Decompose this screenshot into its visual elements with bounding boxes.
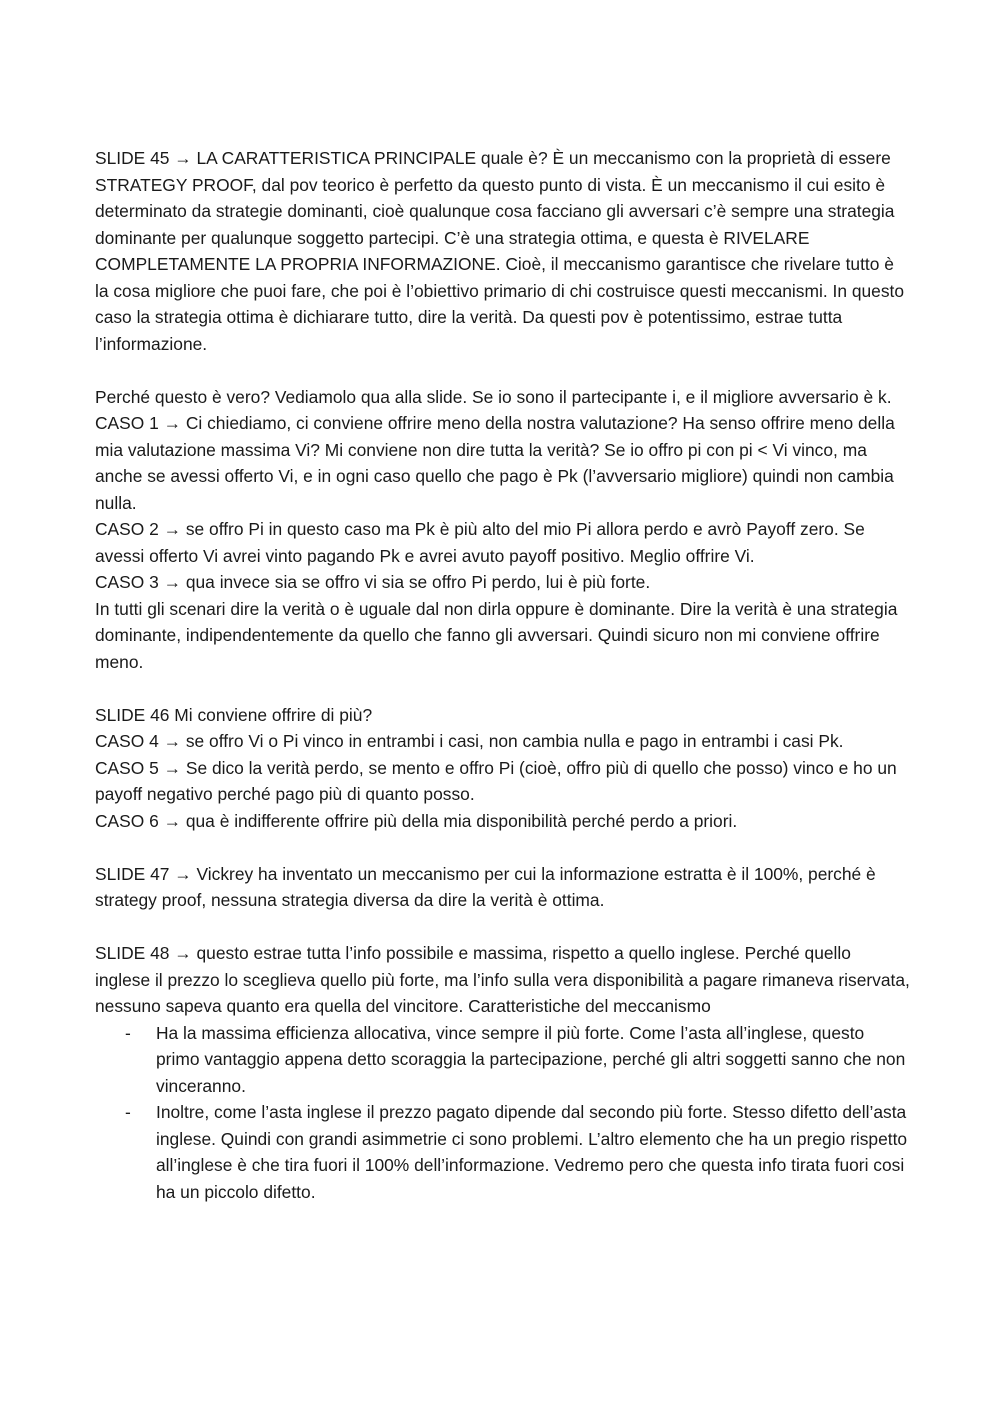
bullet-text: Ha la massima efficienza allocativa, vince sempre il più forte. Come l’asta all’inglese, questo primo vantaggio appena detto scoraggia la partecipazione, perché gli altri soggetti sanno che non vinceranno.: [156, 1022, 906, 1096]
paragraph-caso-2: CASO 2 → se offro Pi in questo caso ma Pk è più alto del mio Pi allora perdo e avrò Payoff zero. Se avessi offerto Vi avrei vinto pagando Pk e avrei avuto payoff positivo. Meglio offrire Vi.: [95, 519, 865, 566]
paragraph-spacer: [95, 834, 910, 861]
paragraph-summary: In tutti gli scenari dire la verità o è uguale dal non dirla oppure è dominante. Dire la verità è una strategia dominante, indipendentemente da quello che fanno gli avversari. Quindi sicuro non mi conviene offrire meno.: [95, 598, 898, 672]
paragraph-caso-3: CASO 3 → qua invece sia se offro vi sia se offro Pi perdo, lui è più forte.: [95, 572, 651, 592]
paragraph-caso-4: CASO 4 → se offro Vi o Pi vinco in entrambi i casi, non cambia nulla e pago in entrambi i casi Pk.: [95, 731, 844, 751]
paragraph-caso-5: CASO 5 → Se dico la verità perdo, se mento e offro Pi (cioè, offro più di quello che posso) vinco e ho un payoff negativo perché pago più di quanto posso.: [95, 757, 897, 804]
paragraph-caso-6: CASO 6 → qua è indifferente offrire più della mia disponibilità perché perdo a priori.: [95, 810, 738, 831]
paragraph-slide-46: SLIDE 46 Mi conviene offrire di più?: [95, 704, 373, 725]
paragraph-spacer: [95, 357, 910, 384]
bullet-marker: -: [125, 1102, 131, 1122]
paragraph-slide-47: SLIDE 47 → Vickrey ha inventato un meccanismo per cui la informazione estratta è il 100%, perché è strategy proof, nessuna strategia diversa da dire la verità è ottima.: [95, 863, 876, 910]
list-item: [95, 1099, 910, 1205]
paragraph-spacer: [95, 675, 910, 702]
paragraph-slide-48: SLIDE 48 → questo estrae tutta l’info possibile e massima, rispetto a quello inglese. Perché quello inglese il prezzo lo sceglieva quello più forte, ma l’info sulla vera disponibilità a pagare rimaneva riservata, nessuno sapeva quanto era quella del vincitore. Caratteristiche del meccanismo: [95, 943, 910, 1016]
paragraph-caso-1: CASO 1 → Ci chiediamo, ci conviene offrire meno della nostra valutazione? Ha senso offrire meno della mia valutazione massima Vi? Mi conviene non dire tutta la verità? Se io offro pi con pi < Vi vinco, ma anche se avessi offerto Vi, e in ogni caso quello che pago è Pk (l’avversario migliore) quindi non cambia nulla.: [95, 413, 895, 513]
bullet-text: Inoltre, come l’asta inglese il prezzo pagato dipende dal secondo più forte. Stesso difetto dell’asta inglese. Quindi con grandi asimmetrie ci sono problemi. L’altro elemento che ha un pregio rispetto all’inglese è che tira fuori il 100% dell’informazione. Vedremo pero che questa info tirata fuori cosi ha un piccolo difetto.: [156, 1102, 908, 1202]
document-page: [95, 145, 910, 1205]
bullet-list: [95, 1020, 910, 1206]
paragraph-slide-45: SLIDE 45 → LA CARATTERISTICA PRINCIPALE quale è? È un meccanismo con la proprietà di essere STRATEGY PROOF, dal pov teorico è perfetto da questo punto di vista. È un meccanismo il cui esito è determinato da strategie dominanti, cioè qualunque cosa facciano gli avversari c’è sempre una strategia dominante per qualunque soggetto partecipi. C’è una strategia ottima, e questa è RIVELARE COMPLETAMENTE LA PROPRIA INFORMAZIONE. Cioè, il meccanismo garantisce che rivelare tutto è la cosa migliore che puoi fare, che poi è l’obiettivo primario di chi costruisce questi meccanismi. In questo caso la strategia ottima è dichiarare tutto, dire la verità. Da questi pov è potentissimo, estrae tutta l’informazione.: [95, 148, 905, 354]
paragraph-why-true: Perché questo è vero? Vediamolo qua alla slide. Se io sono il partecipante i, e il migliore avversario è k.: [95, 386, 892, 407]
list-item: [95, 1020, 910, 1100]
paragraph-spacer: [95, 914, 910, 941]
bullet-marker: -: [125, 1022, 131, 1043]
